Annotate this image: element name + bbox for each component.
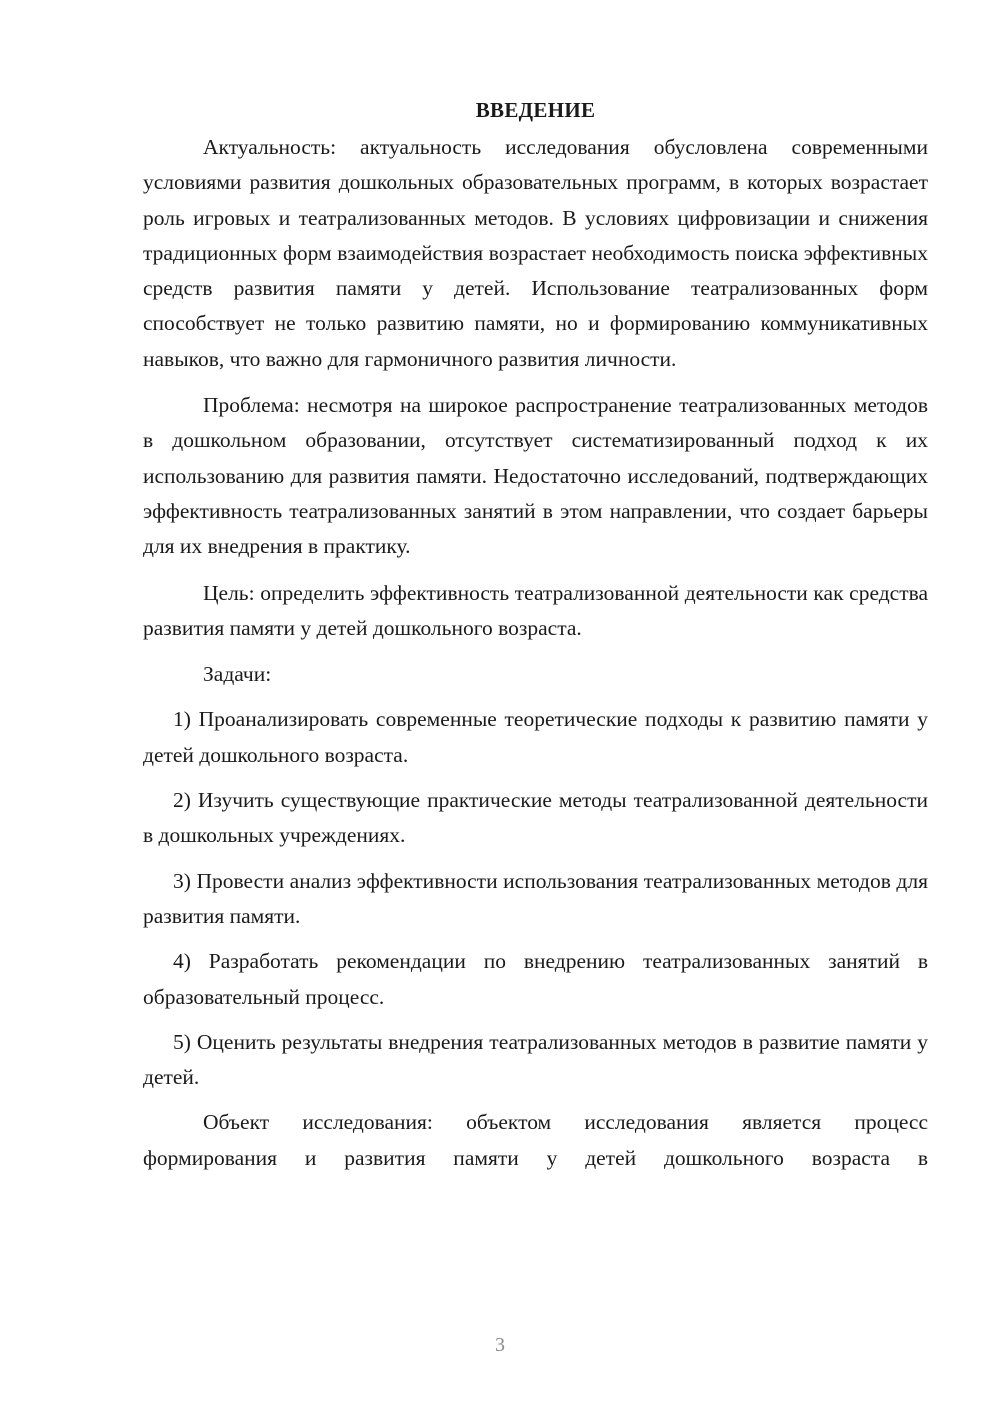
task-item: 4) Разработать рекомендации по внедрению театрализованных занятий в образовательный процесс. (143, 949, 928, 1009)
tasks-heading: Задачи: (203, 662, 272, 687)
page-number: 3 (495, 1334, 505, 1356)
task-item: 2) Изучить существующие практические методы театрализованной деятельности в дошкольных учреждениях. (143, 788, 928, 848)
section-title: ВВЕДЕНИЕ (475, 98, 596, 122)
task-item: 1) Проанализировать современные теоретические подходы к развитию памяти у детей дошкольного возраста. (143, 707, 928, 767)
task-item: 3) Провести анализ эффективности использования театрализованных методов для развития памяти. (143, 868, 928, 928)
problem-paragraph: Проблема: несмотря на широкое распространение театрализованных методов в дошкольном образовании, отсутствует систематизированный подход к их использованию для развития памяти. Недостаточно исследований, подтверждающих эффективность театрализованных занятий в этом направлении, что создает барьеры для их внедрения в практику. (143, 393, 928, 559)
task-item: 5) Оценить результаты внедрения театрализованных методов в развитие памяти у детей. (143, 1029, 928, 1090)
object-paragraph: Объект исследования: объектом исследования является процесс формирования и развития памяти у детей дошкольного возраста в (143, 1110, 928, 1170)
relevance-paragraph: Актуальность: актуальность исследования обусловлена современными условиями развития дошкольных образовательных программ, в которых возрастает роль игровых и театрализованных методов. В условиях цифровизации и снижения традиционных форм взаимодействия возрастает необходимость поиска эффективных средств развития памяти у детей. Использование театрализованных форм способствует не только развитию памяти, но и формированию коммуникативных навыков, что важно для гармоничного развития личности. (143, 135, 928, 371)
goal-paragraph: Цель: определить эффективность театрализованной деятельности как средства развития памяти у детей дошкольного возраста. (143, 580, 928, 640)
document-page (143, 93, 928, 1176)
